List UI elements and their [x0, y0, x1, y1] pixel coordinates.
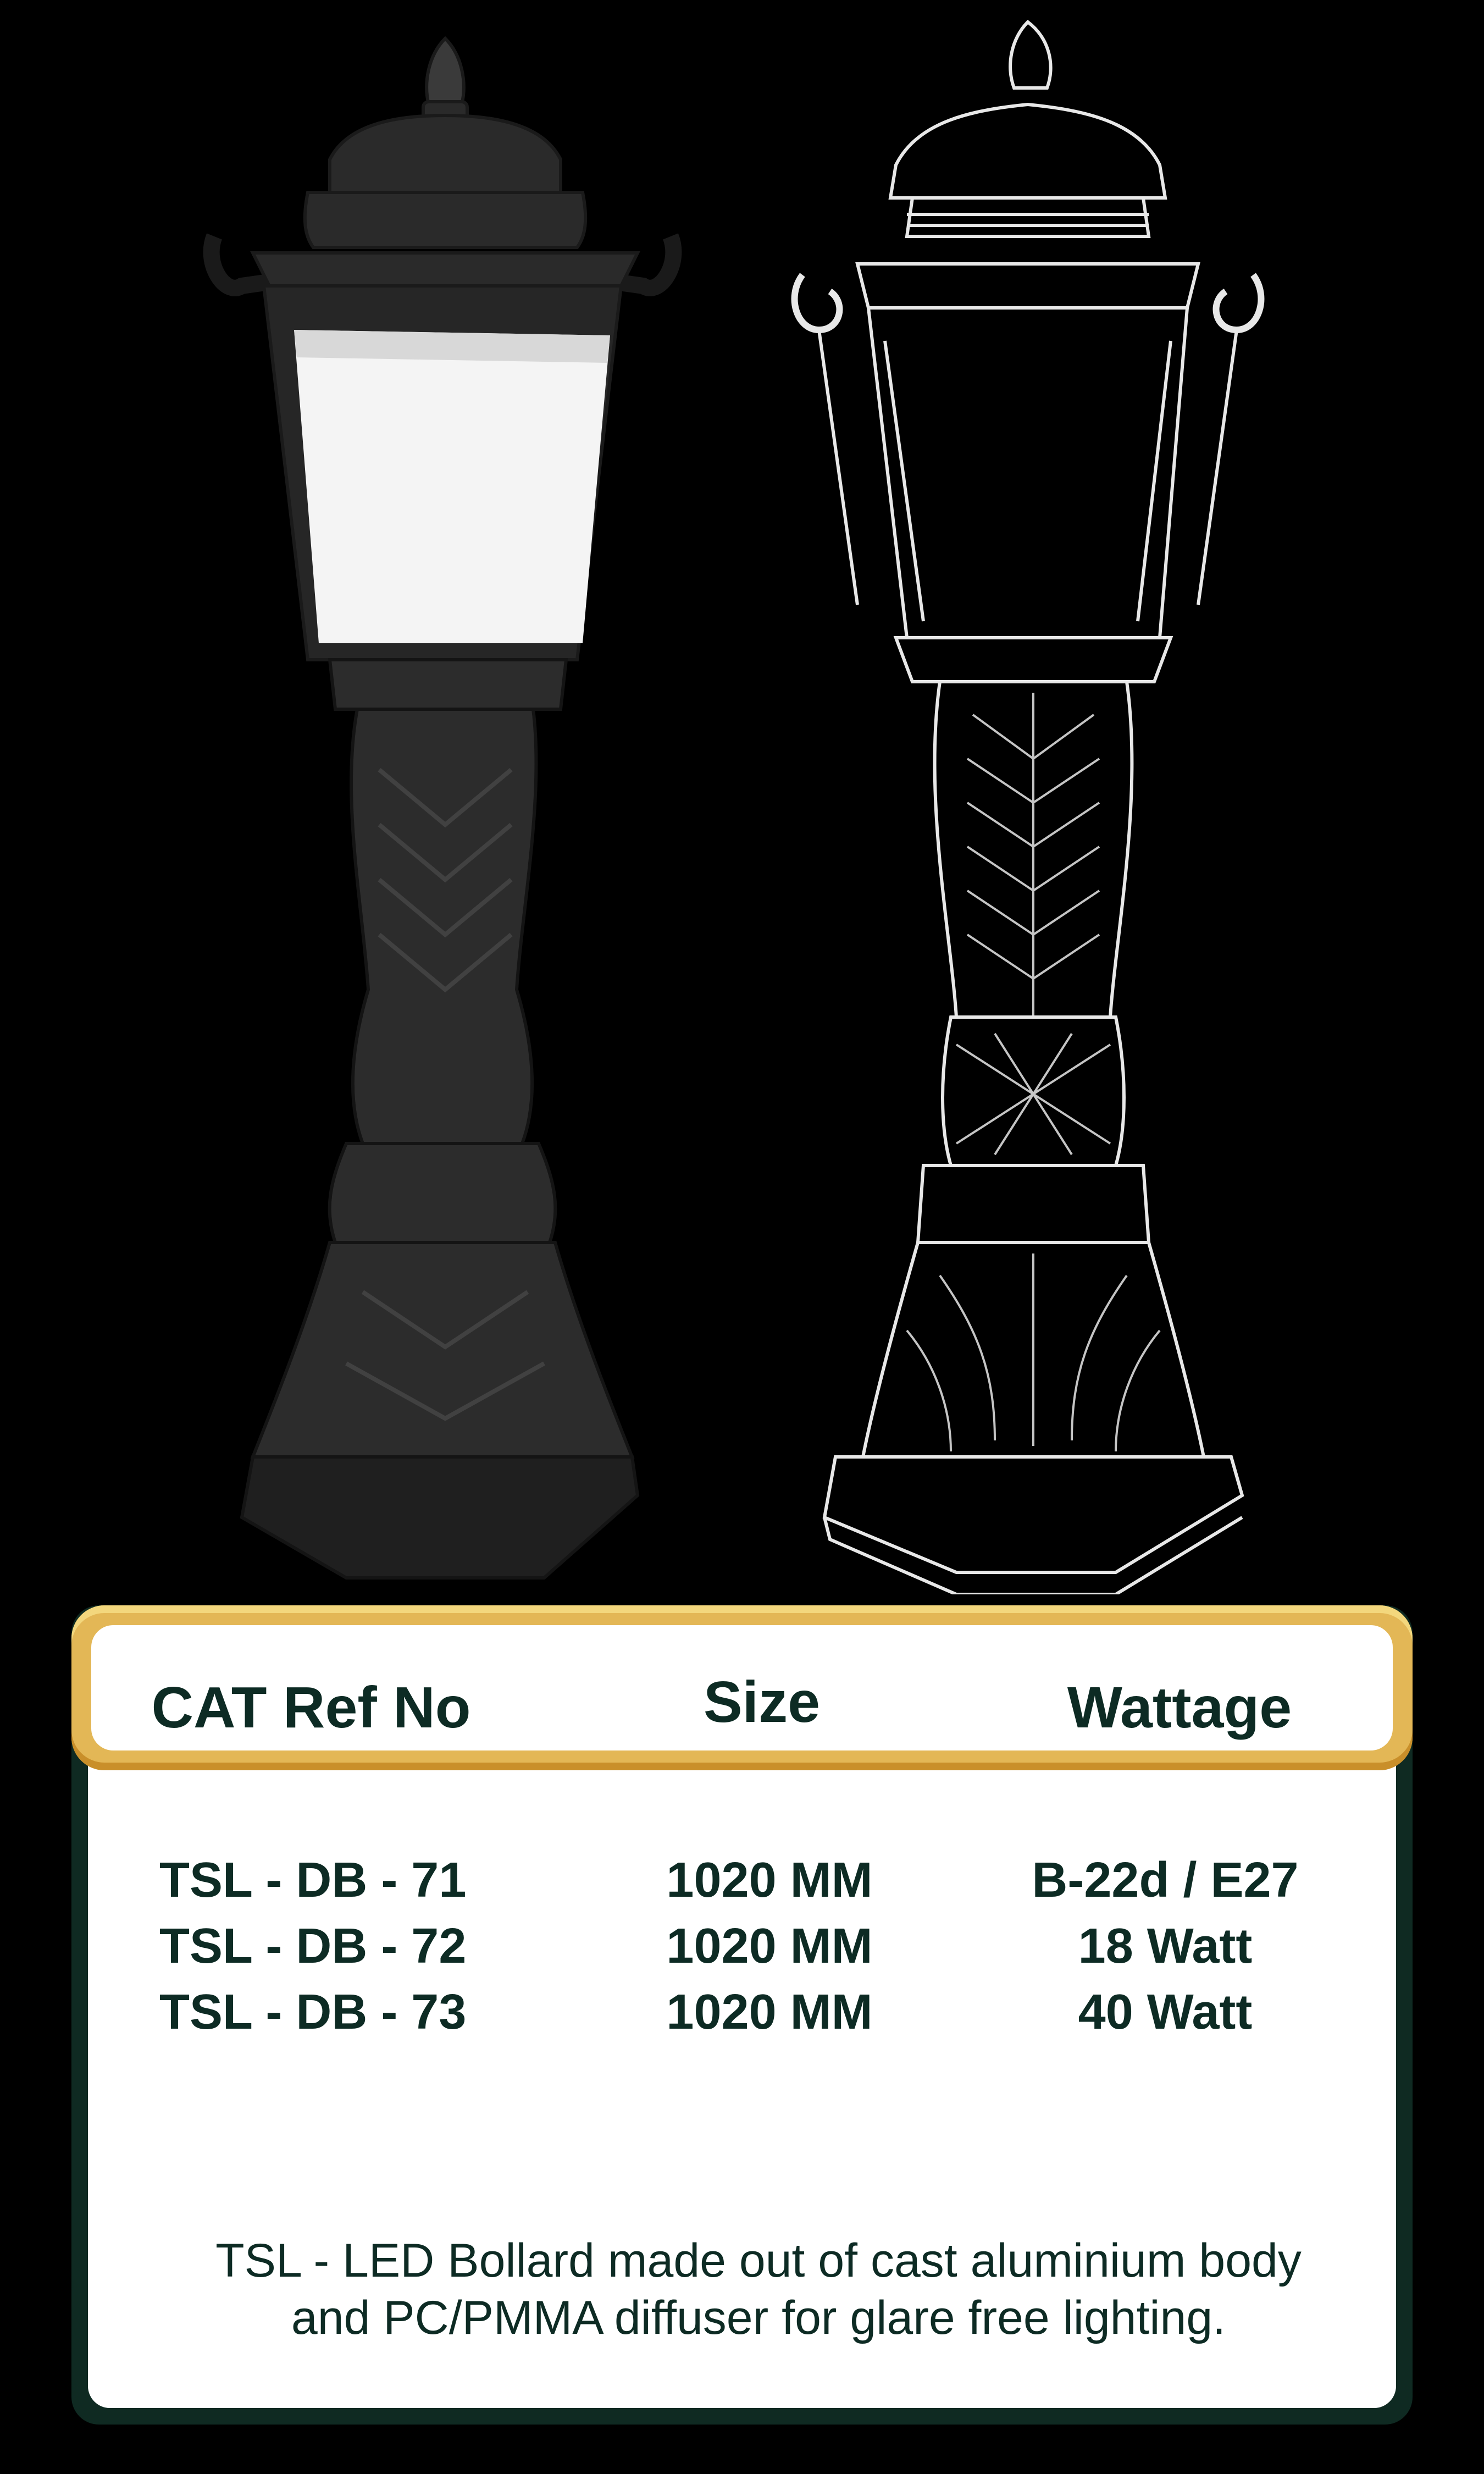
- table-header: [91, 1625, 1393, 1750]
- wattage-cell: B-22d / E27: [1032, 1853, 1299, 1908]
- cat-ref-cell: TSL - DB - 71: [159, 1853, 467, 1908]
- spec-table-body: [88, 1847, 1429, 2045]
- description-line-1: TSL - LED Bollard made out of cast aluminium body: [215, 2234, 1302, 2287]
- table-row: [88, 1913, 1429, 1979]
- size-cell: 1020 MM: [666, 1853, 873, 1908]
- cat-ref-cell: TSL - DB - 73: [159, 1985, 467, 2040]
- description-line-2: and PC/PMMA diffuser for glare free lighting.: [291, 2291, 1226, 2344]
- table-header-bar: [71, 1605, 1413, 1770]
- header-size: Size: [703, 1670, 821, 1735]
- wattage-cell: 40 Watt: [1078, 1985, 1253, 2040]
- product-description: [143, 2232, 1374, 2346]
- bollard-photo: [181, 0, 704, 1594]
- wattage-cell: 18 Watt: [1078, 1919, 1253, 1974]
- size-cell: 1020 MM: [666, 1985, 873, 2040]
- spec-card: [71, 1605, 1413, 2425]
- bollard-line-drawing: [786, 0, 1281, 1594]
- cat-ref-cell: TSL - DB - 72: [159, 1919, 467, 1974]
- table-row: [88, 1979, 1429, 2045]
- header-wattage: Wattage: [1067, 1675, 1292, 1740]
- header-cat-ref: CAT Ref No: [151, 1675, 471, 1740]
- size-cell: 1020 MM: [666, 1919, 873, 1974]
- table-row: [88, 1847, 1429, 1913]
